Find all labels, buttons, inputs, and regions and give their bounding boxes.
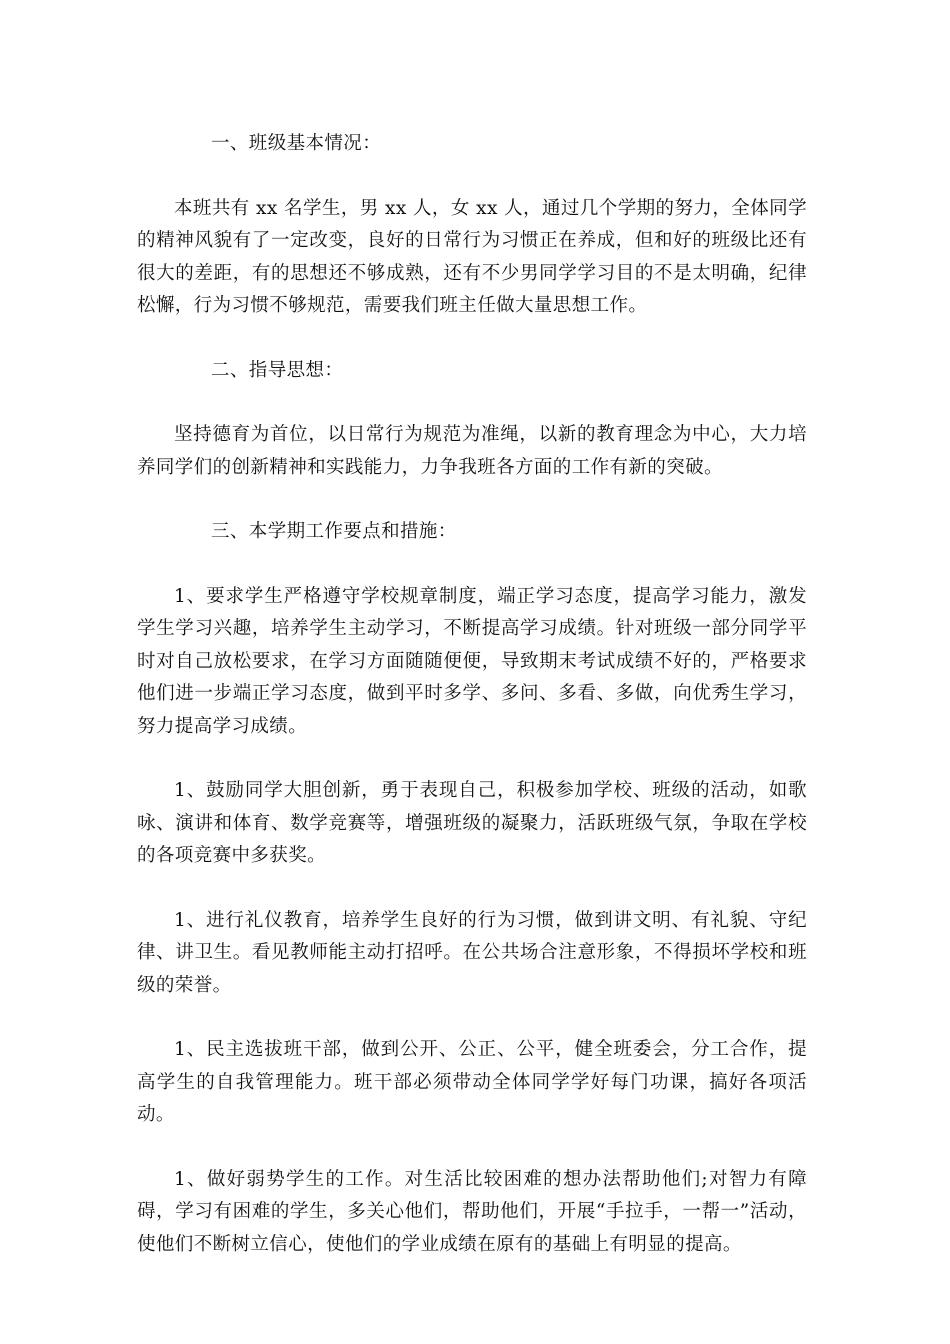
paragraph-basic-info: 本班共有 xx 名学生，男 xx 人，女 xx 人，通过几个学期的努力，全体同学的精神风貌有了一定改变，良好的日常行为习惯正在养成，但和好的班级比还有很大的差距，有的思想还不够成熟，还有不少男同学学习目的不是太明确，纪律松懈，行为习惯不够规范，需要我们班主任做大量思想工作。 [137,197,807,316]
section-heading-work-points: 三、本学期工作要点和措施： [211,521,457,542]
list-item-support-students: 1、做好弱势学生的工作。对生活比较困难的想办法帮助他们;对智力有障碍，学习有困难的学生，多关心他们，帮助他们，开展“手拉手，一帮一”活动，使他们不断树立信心，使他们的学业成绩在原有的基础上有明显的提高。 [137,1168,807,1255]
section-heading-guiding-thought: 二、指导思想： [211,359,344,381]
list-item-etiquette-education: 1、进行礼仪教育，培养学生良好的行为习惯，做到讲文明、有礼貌、守纪律、讲卫生。看见教师能主动打招呼。在公共场合注意形象，不得损坏学校和班级的荣誉。 [137,909,807,996]
list-item-encourage-innovation: 1、鼓励同学大胆创新，勇于表现自己，积极参加学校、班级的活动，如歌咏、演讲和体育、数学竞赛等，增强班级的凝聚力，活跃班级气氛，争取在学校的各项竞赛中多获奖。 [137,780,807,866]
section-heading-basic-info: 一、班级基本情况： [211,133,382,154]
paragraph-guiding-thought: 坚持德育为首位，以日常行为规范为准绳，以新的教育理念为中心，大力培养同学们的创新精神和实践能力，力争我班各方面的工作有新的突破。 [137,424,807,478]
document-body [137,128,807,1293]
list-item-study-requirements: 1、要求学生严格遵守学校规章制度，端正学习态度，提高学习能力，激发学生学习兴趣，培养学生主动学习，不断提高学习成绩。针对班级一部分同学平时对自己放松要求，在学习方面随随便便，导致期末考试成绩不好的，严格要求他们进一步端正学习态度，做到平时多学、多问、多看、多做，向优秀生学习，努力提高学习成绩。 [137,585,807,737]
list-item-class-cadres: 1、民主选拔班干部，做到公开、公正、公平，健全班委会，分工合作，提高学生的自我管理能力。班干部必须带动全体同学学好每门功课，搞好各项活动。 [137,1039,807,1125]
